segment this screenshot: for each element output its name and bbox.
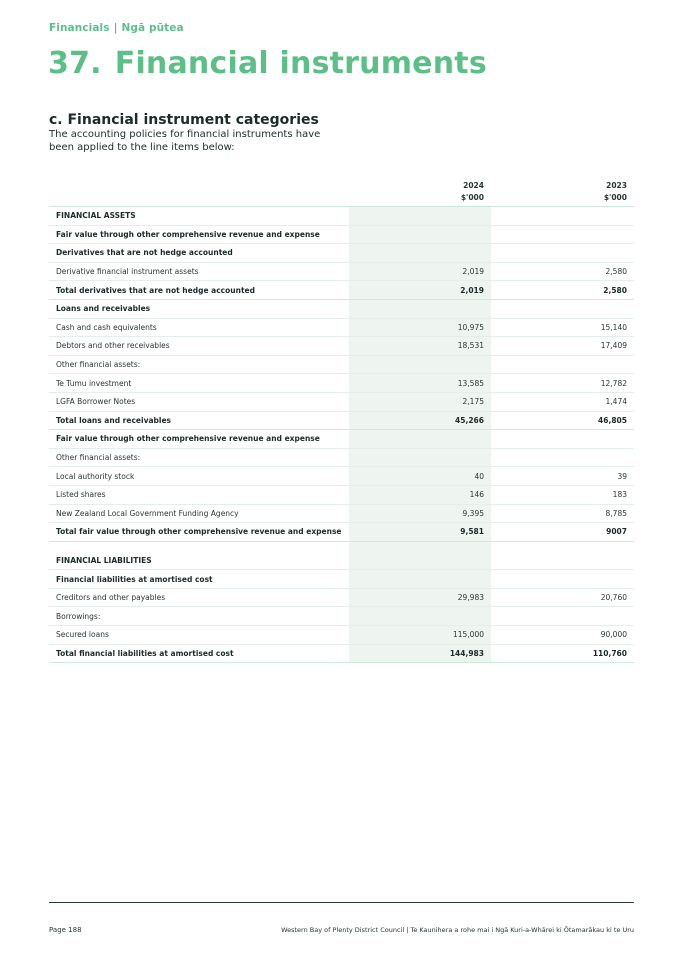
table-row — [49, 392, 634, 411]
row-label: Local authority stock — [49, 467, 349, 486]
value-2023 — [491, 299, 634, 318]
row-label — [49, 541, 349, 552]
breadcrumb-section: Financials — [49, 22, 110, 34]
value-2024: 10,975 — [349, 318, 491, 337]
table-row — [49, 430, 634, 449]
table-row — [49, 570, 634, 589]
value-2024: 40 — [349, 467, 491, 486]
table-row — [49, 485, 634, 504]
header-2024 — [349, 178, 491, 207]
value-2024 — [349, 448, 491, 467]
value-2024: 45,266 — [349, 411, 491, 430]
value-2023 — [491, 448, 634, 467]
value-2024 — [349, 607, 491, 626]
value-2023: 8,785 — [491, 504, 634, 523]
table-row — [49, 504, 634, 523]
value-2023: 20,760 — [491, 588, 634, 607]
value-2024 — [349, 244, 491, 263]
value-2024: 29,983 — [349, 588, 491, 607]
value-2023: 183 — [491, 485, 634, 504]
value-2023: 15,140 — [491, 318, 634, 337]
row-label: Derivatives that are not hedge accounted — [49, 244, 349, 263]
row-label: Loans and receivables — [49, 299, 349, 318]
table-row-total — [49, 523, 634, 542]
value-2024: 115,000 — [349, 626, 491, 645]
value-2023: 46,805 — [491, 411, 634, 430]
row-label: Derivative financial instrument assets — [49, 262, 349, 281]
row-label: Te Tumu investment — [49, 374, 349, 393]
value-2024 — [349, 225, 491, 244]
row-label: Creditors and other payables — [49, 588, 349, 607]
value-2023 — [491, 541, 634, 552]
section-title: c. Financial instrument categories — [49, 112, 319, 128]
page-number: Page 188 — [49, 926, 82, 934]
row-label: Total fair value through other comprehensive revenue and expense — [49, 523, 349, 542]
breadcrumb-section-maori: Ngā pūtea — [121, 22, 184, 34]
row-label: Other financial assets: — [49, 448, 349, 467]
header-unit: $'000 — [603, 193, 627, 202]
value-2023 — [491, 552, 634, 570]
value-2024: 2,019 — [349, 281, 491, 300]
table-row — [49, 552, 634, 570]
value-2024: 2,019 — [349, 262, 491, 281]
table-row — [49, 467, 634, 486]
value-2024 — [349, 299, 491, 318]
value-2024 — [349, 430, 491, 449]
row-label: Cash and cash equivalents — [49, 318, 349, 337]
row-label: Debtors and other receivables — [49, 337, 349, 356]
table-row — [49, 207, 634, 226]
value-2023: 110,760 — [491, 644, 634, 663]
value-2023 — [491, 355, 634, 374]
table-row — [49, 355, 634, 374]
row-label: FINANCIAL ASSETS — [49, 207, 349, 226]
breadcrumb — [49, 22, 184, 34]
table-header-row — [49, 178, 634, 207]
table-row — [49, 318, 634, 337]
value-2023: 9007 — [491, 523, 634, 542]
header-year: 2024 — [463, 181, 484, 190]
row-label: Fair value through other comprehensive revenue and expense — [49, 225, 349, 244]
header-unit: $'000 — [460, 193, 484, 202]
page-title — [48, 46, 487, 81]
table-row — [49, 299, 634, 318]
row-label: Financial liabilities at amortised cost — [49, 570, 349, 589]
value-2023 — [491, 225, 634, 244]
table-row — [49, 374, 634, 393]
value-2023 — [491, 570, 634, 589]
header-2023 — [491, 178, 634, 207]
row-label: Total financial liabilities at amortised cost — [49, 644, 349, 663]
page-title-number: 37. — [48, 46, 102, 81]
header-year: 2023 — [606, 181, 627, 190]
table-row — [49, 244, 634, 263]
table-row — [49, 448, 634, 467]
row-label: Fair value through other comprehensive revenue and expense — [49, 430, 349, 449]
breadcrumb-separator: | — [113, 22, 118, 34]
table-row — [49, 225, 634, 244]
value-2024: 9,581 — [349, 523, 491, 542]
value-2023: 2,580 — [491, 281, 634, 300]
table-row — [49, 262, 634, 281]
row-label: New Zealand Local Government Funding Agency — [49, 504, 349, 523]
value-2024: 144,983 — [349, 644, 491, 663]
value-2023: 2,580 — [491, 262, 634, 281]
value-2023: 39 — [491, 467, 634, 486]
row-label: Other financial assets: — [49, 355, 349, 374]
value-2024 — [349, 207, 491, 226]
value-2023: 90,000 — [491, 626, 634, 645]
row-label: Listed shares — [49, 485, 349, 504]
value-2023 — [491, 430, 634, 449]
value-2023: 17,409 — [491, 337, 634, 356]
value-2023: 1,474 — [491, 392, 634, 411]
table-row-total — [49, 411, 634, 430]
value-2023 — [491, 207, 634, 226]
row-label: LGFA Borrower Notes — [49, 392, 349, 411]
row-label: FINANCIAL LIABILITIES — [49, 552, 349, 570]
table-row-total — [49, 281, 634, 300]
value-2024 — [349, 355, 491, 374]
value-2024 — [349, 570, 491, 589]
value-2024 — [349, 541, 491, 552]
table-row-total — [49, 644, 634, 663]
value-2024: 2,175 — [349, 392, 491, 411]
table-row — [49, 607, 634, 626]
table-row — [49, 626, 634, 645]
value-2023 — [491, 244, 634, 263]
value-2024: 9,395 — [349, 504, 491, 523]
row-label: Total loans and receivables — [49, 411, 349, 430]
table-row-spacer — [49, 541, 634, 552]
section-intro: The accounting policies for financial instruments have been applied to the line items below: — [49, 129, 321, 153]
row-label: Borrowings: — [49, 607, 349, 626]
row-label: Total derivatives that are not hedge accounted — [49, 281, 349, 300]
value-2024: 18,531 — [349, 337, 491, 356]
value-2023: 12,782 — [491, 374, 634, 393]
footer-divider — [49, 902, 634, 903]
table-row — [49, 588, 634, 607]
value-2024 — [349, 552, 491, 570]
header-label-cell — [49, 178, 349, 207]
row-label: Secured loans — [49, 626, 349, 645]
value-2024: 146 — [349, 485, 491, 504]
page-title-text: Financial instruments — [114, 46, 487, 81]
financial-instruments-table — [49, 178, 634, 663]
table-row — [49, 337, 634, 356]
value-2023 — [491, 607, 634, 626]
value-2024: 13,585 — [349, 374, 491, 393]
footer-organisation: Western Bay of Plenty District Council | Te Kaunihera a rohe mai i Ngā Kuri-a-Whārei ki Ōtamarākau ki te Uru — [281, 926, 634, 934]
